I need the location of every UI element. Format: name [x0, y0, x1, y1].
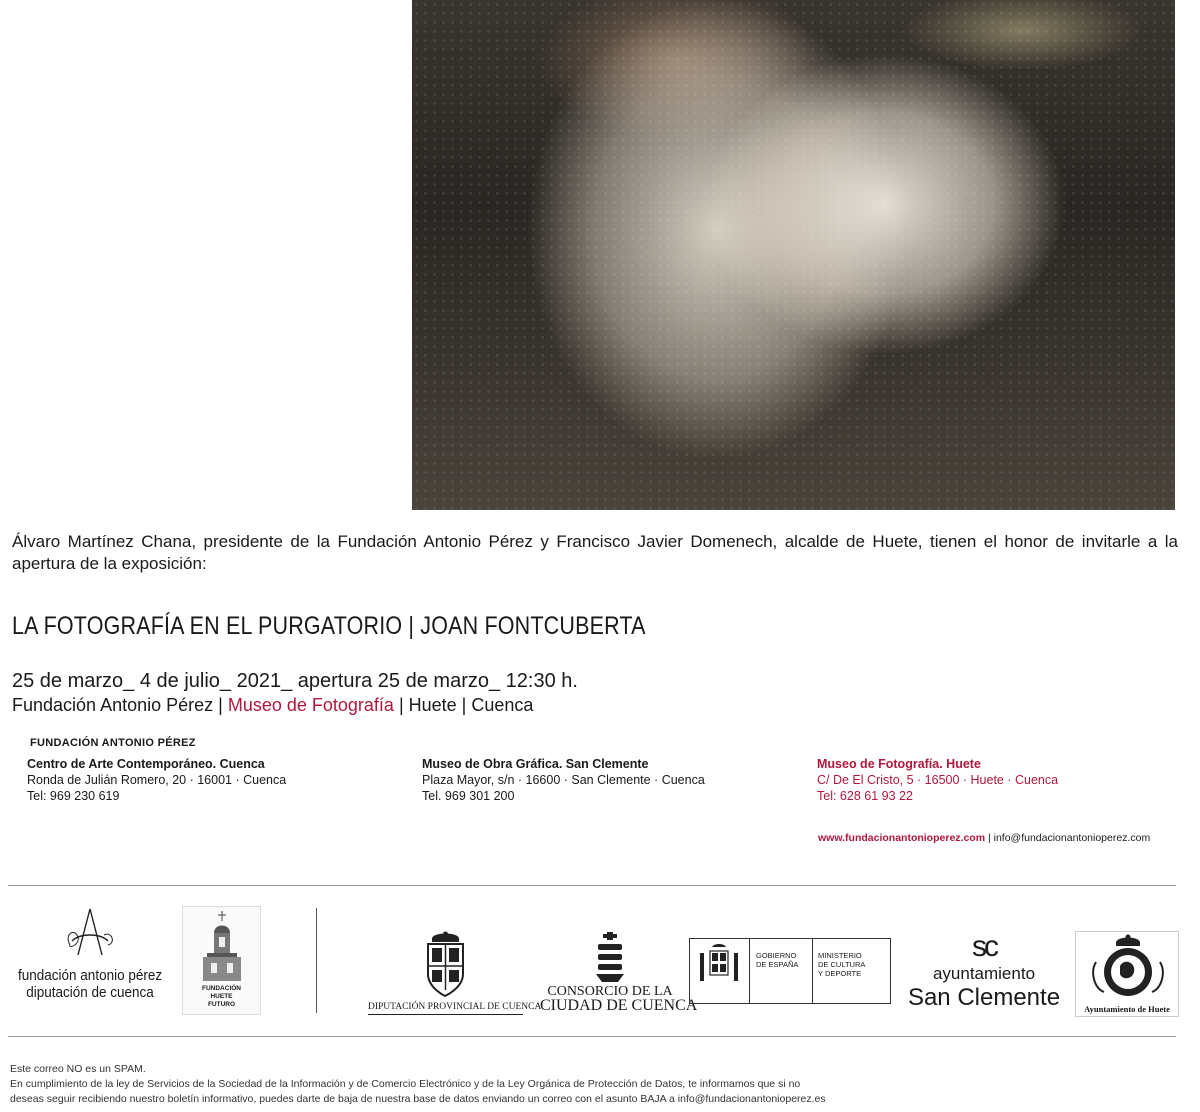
foundation-label: FUNDACIÓN ANTONIO PÉREZ — [30, 737, 196, 749]
divider-bottom — [8, 1036, 1176, 1037]
address-name: Centro de Arte Contemporáneo. Cuenca — [27, 757, 265, 771]
separator: | — [985, 832, 994, 844]
legal-line-1: En cumplimiento de la ley de Servicios de la Sociedad de la Información y de Comercio Electrónico y de la Ley Orgánica de Protección de Datos, te informamos que si no — [10, 1078, 801, 1090]
gob-separator-1 — [749, 939, 750, 1003]
fundacion-antonio-perez-logo — [10, 905, 170, 1015]
address-tel: Tel. 969 301 200 — [422, 789, 515, 803]
gobierno-espana-logo — [689, 938, 891, 1004]
ayuntamiento-san-clemente-logo — [905, 930, 1063, 1016]
spain-shield-icon — [690, 939, 748, 1003]
exhibition-venue — [12, 695, 533, 716]
consorcio-cuenca-logo — [540, 930, 698, 1016]
ayto-huete-text: Ayuntamiento de Huete — [1084, 1004, 1170, 1014]
sc-monogram: sc — [972, 930, 996, 963]
exhibition-photo — [412, 0, 1175, 510]
fap-logo-line1: fundación antonio pérez — [18, 967, 163, 984]
address-block-san-clemente — [422, 756, 705, 804]
cross-emblem-icon — [540, 930, 680, 984]
coat-of-arms-icon — [368, 930, 523, 1000]
invitation-text: Álvaro Martínez Chana, presidente de la Fundación Antonio Pérez y Francisco Javier Domenech, alcalde de Huete, tienen el honor de invitarle a la apertura de la exposición: — [12, 532, 1178, 573]
address-street: Plaza Mayor, s/n · 16600 · San Clemente · Cuenca — [422, 773, 705, 787]
sc-text-line1: ayuntamiento — [932, 964, 1036, 983]
fundacion-huete-futuro-logo — [182, 906, 261, 1015]
diputacion-text: DIPUTACIÓN PROVINCIAL DE CUENCA — [368, 1002, 542, 1012]
venue-highlight: Museo de Fotografía — [227, 695, 394, 715]
sc-text-line2: San Clemente — [907, 984, 1061, 1011]
legal-footer — [10, 1062, 826, 1107]
gobierno-text: GOBIERNO DE ESPAÑA — [756, 951, 799, 969]
contact-links — [818, 832, 1150, 844]
church-tower-icon — [183, 907, 262, 983]
diputacion-underline — [368, 1014, 523, 1015]
venue-part-a: Fundación Antonio Pérez | — [12, 695, 228, 715]
ministerio-text: MINISTERIO DE CULTURA Y DEPORTE — [818, 951, 866, 978]
divider-top — [8, 885, 1176, 886]
exhibition-dates: 25 de marzo_ 4 de julio_ 2021_ apertura 25 de marzo_ 12:30 h. — [12, 670, 578, 692]
fap-signature-icon — [60, 905, 120, 965]
exhibition-title: LA FOTOGRAFÍA EN EL PURGATORIO | JOAN FONTCUBERTA — [12, 612, 646, 640]
website-link[interactable]: www.fundacionantonioperez.com — [818, 832, 986, 844]
logo-divider — [316, 908, 317, 1013]
legal-line-2: deseas seguir recibiendo nuestro boletín informativo, puedes darte de baja de nuestra base de datos enviando un correo con el asunto BAJA a info@fundacionantonioperez.es — [10, 1093, 826, 1105]
address-street: C/ De El Cristo, 5 · 16500 · Huete · Cuenca — [817, 773, 1059, 787]
address-tel: Tel: 969 230 619 — [27, 789, 120, 803]
ayuntamiento-huete-logo — [1075, 931, 1179, 1017]
address-name: Museo de Obra Gráfica. San Clemente — [422, 757, 649, 771]
huete-crest-icon — [1076, 932, 1180, 1002]
address-street: Ronda de Julián Romero, 20 · 16001 · Cuenca — [27, 773, 287, 787]
address-name: Museo de Fotografía. Huete — [817, 757, 981, 771]
address-block-cuenca — [27, 756, 286, 804]
diputacion-cuenca-logo — [368, 930, 542, 1016]
gob-separator-2 — [812, 939, 813, 1003]
address-block-huete — [817, 756, 1058, 804]
consorcio-text-line2: CIUDAD DE CUENCA — [540, 997, 698, 1014]
fap-logo-line2: diputación de cuenca — [26, 984, 154, 1001]
huete-futuro-text: FUNDACIÓN HUETE FUTURO — [202, 985, 241, 1008]
email-link[interactable]: info@fundacionantonioperez.com — [993, 832, 1151, 844]
consorcio-text-line1: CONSORCIO DE LA — [547, 984, 673, 999]
venue-part-b: | Huete | Cuenca — [393, 695, 534, 715]
address-tel: Tel: 628 61 93 22 — [817, 789, 913, 803]
spam-notice: Este correo NO es un SPAM. — [10, 1063, 146, 1075]
